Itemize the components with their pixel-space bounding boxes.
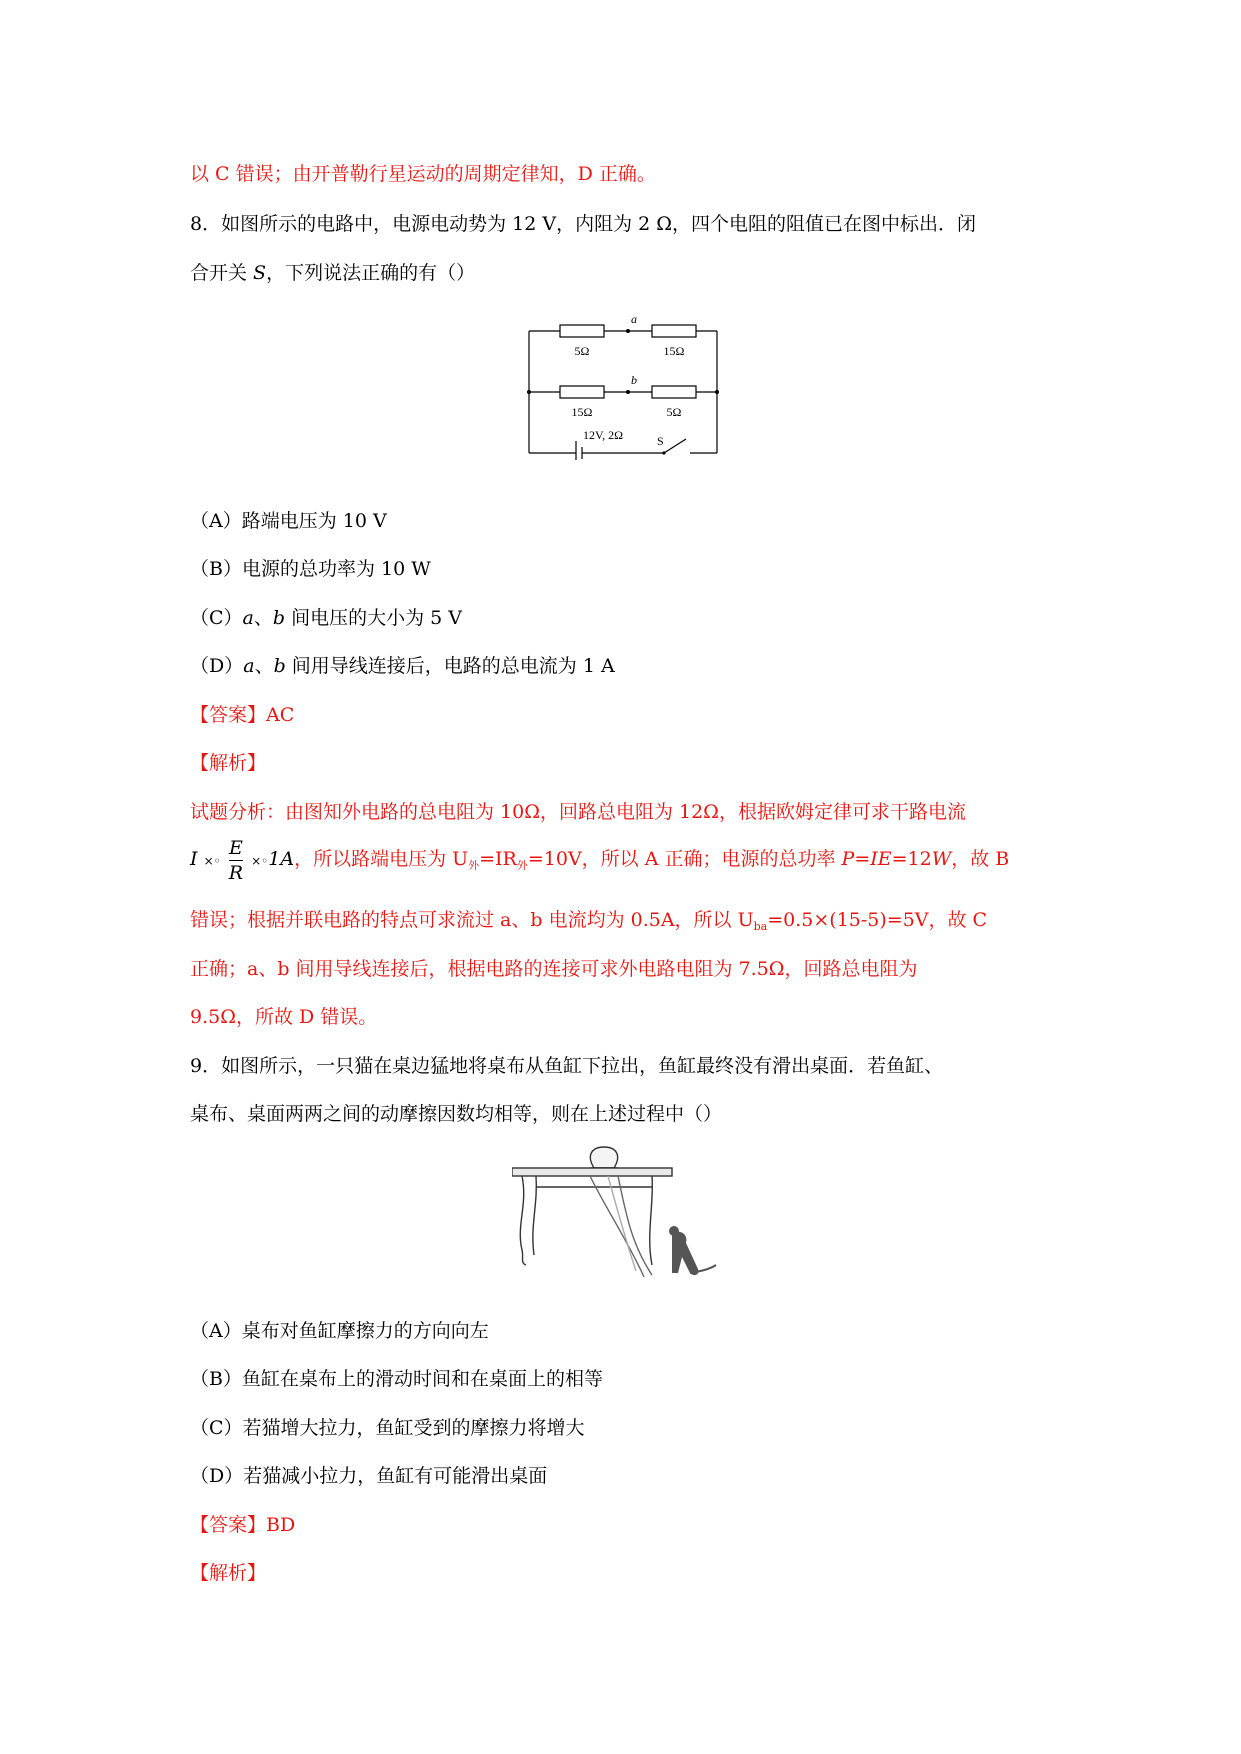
answer-9: 【答案】BD: [190, 1514, 296, 1536]
option-8-b: （B）电源的总功率为 10 W: [190, 558, 431, 580]
question-9-stem: 9．如图所示，一只猫在桌边猛地将桌布从鱼缸下拉出，鱼缸最终没有滑出桌面．若鱼缸、: [190, 1055, 944, 1077]
circuit-diagram: [526, 315, 721, 460]
resistor-label: 5Ω: [574, 344, 590, 358]
analysis-8-line-3: 错误；根据并联电路的特点可求流过 a、b 电流均为 0.5A，所以 $U_{ba}=0.5\times(15-5)=5V$，故 C: [190, 909, 988, 933]
analysis-9-heading: 【解析】: [190, 1562, 267, 1584]
resistor-label: 15Ω: [571, 405, 593, 419]
option-8-a: （A）路端电压为 10 V: [190, 510, 387, 532]
analysis-8-line-2: I ×◦ $\frac{E}{R}$ ×◦1A，所以路端电压为 $U_外=IR_外=10V$，所以 A 正确；电源的总功率 P=IE=12W，故 B: [190, 836, 1010, 884]
question-9-stem-2: 桌布、桌面两两之间的动摩擦因数均相等，则在上述过程中（）: [190, 1103, 723, 1125]
analysis-8-line-5: 9.5Ω，所故 D 错误。: [190, 1006, 378, 1028]
analysis-8-line-1: 试题分析：由图知外电路的总电阻为 10Ω，回路总电阻为 12Ω，根据欧姆定律可求干路电流: [190, 801, 966, 823]
option-9-a: （A）桌布对鱼缸摩擦力的方向向左: [190, 1320, 489, 1342]
formula-fraction: $\frac{E}{R}$: [228, 836, 244, 884]
answer-8: 【答案】AC: [190, 704, 295, 726]
resistor-label: 5Ω: [666, 405, 682, 419]
node-b-label: b: [631, 373, 637, 387]
analysis-8-heading: 【解析】: [190, 752, 267, 774]
resistor-label: 15Ω: [663, 344, 685, 358]
cat-table-illustration: [512, 1145, 727, 1285]
option-8-c: （C）a、b 间电压的大小为 5 V: [190, 607, 462, 629]
option-8-d: （D）a、b 间用导线连接后，电路的总电流为 1 A: [190, 655, 615, 677]
node-a-label: a: [631, 315, 637, 326]
question-8-stem: 8．如图所示的电路中，电源电动势为 12 V，内阻为 2 Ω，四个电阻的阻值已在图中标出．闭: [190, 213, 976, 235]
explanation-line: 以 C 错误；由开普勒行星运动的周期定律知，D 正确。: [190, 163, 656, 185]
battery-label: 12V, 2Ω: [583, 428, 624, 442]
question-8-stem-2: 合开关 S，下列说法正确的有（）: [190, 262, 476, 284]
option-9-b: （B）鱼缸在桌布上的滑动时间和在桌面上的相等: [190, 1368, 603, 1390]
analysis-8-line-4: 正确；a、b 间用导线连接后，根据电路的连接可求外电路电阻为 7.5Ω，回路总电阻为: [190, 958, 918, 980]
option-9-c: （C）若猫增大拉力，鱼缸受到的摩擦力将增大: [190, 1417, 585, 1439]
option-9-d: （D）若猫减小拉力，鱼缸有可能滑出桌面: [190, 1465, 548, 1487]
switch-label: S: [657, 434, 664, 448]
